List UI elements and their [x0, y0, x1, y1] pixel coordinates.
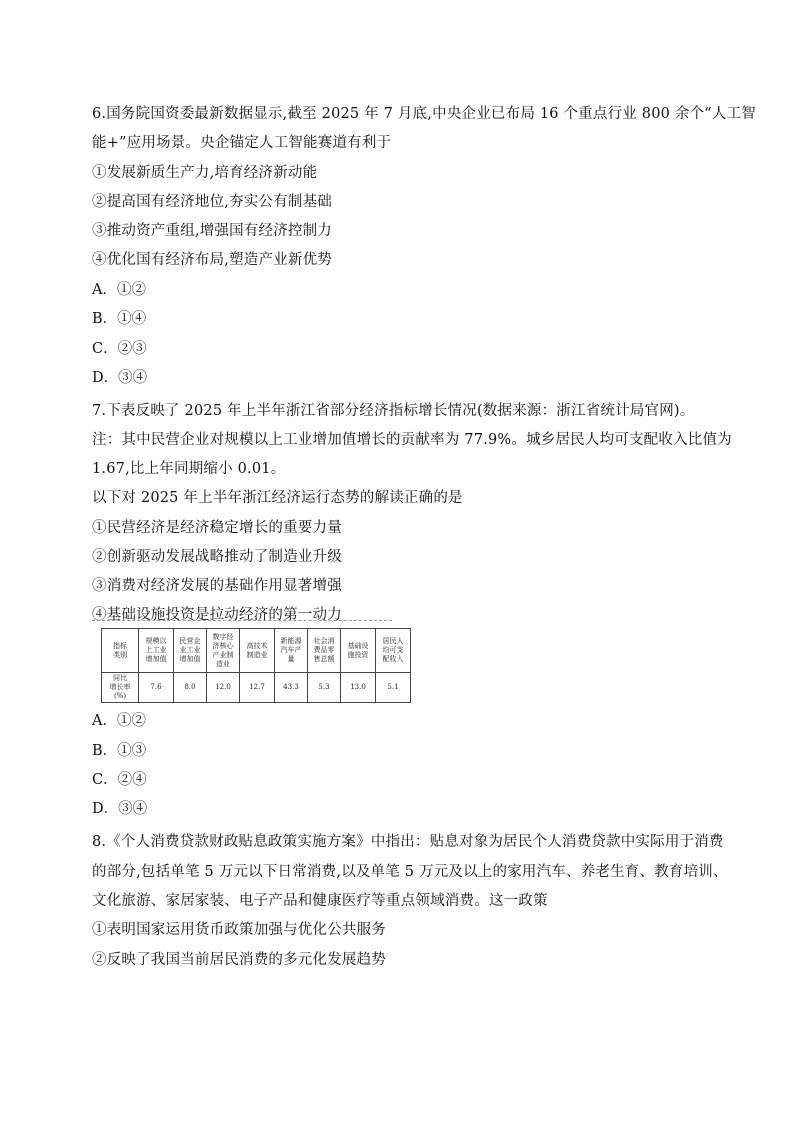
table-header-cell: 规模以 上工业 增加值 [139, 629, 174, 673]
table-header-cell: 基础设 施投资 [341, 629, 376, 673]
q6-option-d[interactable]: D．③④ [92, 370, 148, 386]
q6-option-b[interactable]: B．①④ [92, 311, 147, 327]
q7-option-a[interactable]: A．①② [92, 713, 146, 729]
table-header-cell: 数字经 济核心 产业制 造业 [207, 629, 240, 673]
q7-item-4: ④基础设施投资是拉动经济的第一动力 [92, 607, 342, 623]
table-row [102, 673, 411, 703]
q7-option-c[interactable]: C．②④ [92, 772, 147, 788]
q6-stem-line2: 能+”应用场景。央企锚定人工智能赛道有利于 [92, 135, 392, 151]
table-cell: 5.1 [376, 673, 411, 703]
table-header-cell: 新能源 汽车产 量 [275, 629, 308, 673]
table-cell: 12.7 [240, 673, 275, 703]
q7-question: 以下对 2025 年上半年浙江经济运行态势的解读正确的是 [92, 490, 463, 506]
table-header-cell: 高技术 制造业 [240, 629, 275, 673]
q7-note-line2: 1.67,比上年同期缩小 0.01。 [92, 461, 286, 477]
q7-item-1: ①民营经济是经济稳定增长的重要力量 [92, 520, 342, 536]
q8-item-2: ②反映了我国当前居民消费的多元化发展趋势 [92, 952, 386, 968]
table-row-label: 同比 增长率 (%) [102, 673, 139, 703]
q6-item-4: ④优化国有经济布局,塑造产业新优势 [92, 252, 333, 268]
q7-stem-line1: 7.下表反映了 2025 年上半年浙江省部分经济指标增长情况(数据来源：浙江省统计局官网)。 [92, 403, 695, 419]
divider [92, 620, 392, 621]
table-cell: 43.3 [275, 673, 308, 703]
q6-option-a[interactable]: A．①② [92, 282, 146, 298]
q8-item-1: ①表明国家运用货币政策加强与优化公共服务 [92, 922, 386, 938]
q7-item-2: ②创新驱动发展战略推动了制造业升级 [92, 549, 342, 565]
table-header-cell: 民营企 业工业 增加值 [174, 629, 207, 673]
table-header-cell: 社会消 费品零 售总额 [308, 629, 341, 673]
q6-option-c[interactable]: C．②③ [92, 341, 147, 357]
q8-stem-line2: 的部分,包括单笔 5 万元以下日常消费,以及单笔 5 万元及以上的家用汽车、养老生育、教育培训、 [92, 864, 728, 880]
table-cell: 5.3 [308, 673, 341, 703]
q7-note-line1: 注：其中民营企业对规模以上工业增加值增长的贡献率为 77.9%。城乡居民人均可支配收入比值为 [92, 432, 732, 448]
q6-item-3: ③推动资产重组,增强国有经济控制力 [92, 223, 333, 239]
table-cell: 13.0 [341, 673, 376, 703]
q8-stem-line1: 8.《个人消费贷款财政贴息政策实施方案》中指出：贴息对象为居民个人消费贷款中实际用于消费 [92, 834, 724, 850]
economic-indicators-table [101, 628, 411, 703]
q8-stem-line3: 文化旅游、家居家装、电子产品和健康医疗等重点领域消费。这一政策 [92, 893, 548, 909]
table-cell: 12.0 [207, 673, 240, 703]
q7-option-b[interactable]: B．①③ [92, 743, 147, 759]
q6-item-2: ②提高国有经济地位,夯实公有制基础 [92, 194, 333, 210]
q6-stem-line1: 6.国务院国资委最新数据显示,截至 2025 年 7 月底,中央企业已布局 16 个重点行业 800 余个“人工智 [92, 106, 756, 122]
table-cell: 7.6 [139, 673, 174, 703]
q6-item-1: ①发展新质生产力,培育经济新动能 [92, 165, 318, 181]
q7-item-3: ③消费对经济发展的基础作用显著增强 [92, 578, 342, 594]
table-header-cell: 居民人 均可支 配收入 [376, 629, 411, 673]
q7-option-d[interactable]: D．③④ [92, 801, 148, 817]
table-header-cell: 指标 类别 [102, 629, 139, 673]
table-cell: 8.0 [174, 673, 207, 703]
table-header-row [102, 629, 411, 673]
